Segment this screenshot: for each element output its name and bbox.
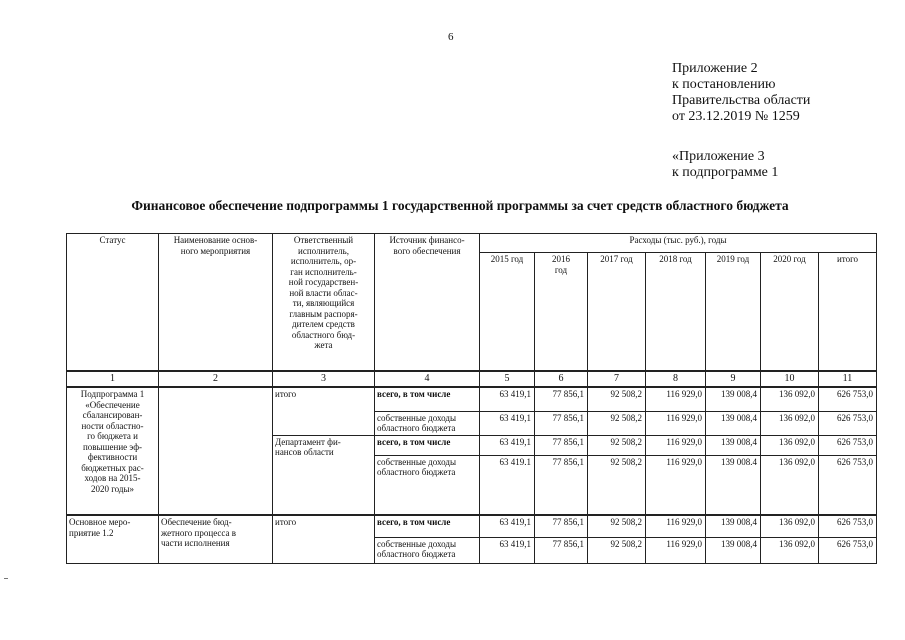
document-title: Финансовое обеспечение подпрограммы 1 государственной программы за счет средств областного бюджета bbox=[131, 198, 789, 213]
column-number: 11 bbox=[819, 371, 877, 388]
value-cell: 63 419,1 bbox=[480, 435, 535, 455]
header-status: Статус bbox=[67, 234, 159, 371]
value-cell: 139 008,4 bbox=[706, 515, 761, 537]
value-cell: 139 008,4 bbox=[706, 537, 761, 563]
appendix-block bbox=[672, 61, 810, 125]
value-cell: 139 008,4 bbox=[706, 435, 761, 455]
header-year-2020: 2020 год bbox=[761, 253, 819, 371]
value-cell: 136 092,0 bbox=[761, 455, 819, 515]
source-cell: всего, в том числе bbox=[375, 435, 480, 455]
table-row bbox=[67, 515, 877, 537]
status-cell: Подпрограмма 1 «Обеспечение сбалансирован- ности областно- го бюджета и повышение эф- фективности бюджетных рас- ходов на 2015- 2020 годы» bbox=[67, 387, 159, 515]
value-cell: 116 929,0 bbox=[646, 435, 706, 455]
value-cell: 92 508,2 bbox=[588, 455, 646, 515]
appendix-line-4: от 23.12.2019 № 1259 bbox=[672, 109, 800, 124]
header-year-2018: 2018 год bbox=[646, 253, 706, 371]
value-cell: 77 856,1 bbox=[535, 515, 588, 537]
column-number: 5 bbox=[480, 371, 535, 388]
financing-table bbox=[66, 233, 877, 564]
source-cell: собственные доходы областного бюджета bbox=[375, 537, 480, 563]
header-total: итого bbox=[819, 253, 877, 371]
value-cell: 626 753,0 bbox=[819, 435, 877, 455]
value-cell: 116 929,0 bbox=[646, 455, 706, 515]
header-event-name: Наименование основ- ного мероприятия bbox=[159, 234, 273, 371]
value-cell: 92 508,2 bbox=[588, 411, 646, 435]
value-cell: 116 929,0 bbox=[646, 387, 706, 411]
source-cell: всего, в том числе bbox=[375, 387, 480, 411]
column-number: 3 bbox=[273, 371, 375, 388]
executor-cell: Департамент фи- нансов области bbox=[273, 435, 375, 515]
column-number: 2 bbox=[159, 371, 273, 388]
value-cell: 116 929,0 bbox=[646, 537, 706, 563]
value-cell: 77 856,1 bbox=[535, 455, 588, 515]
executor-cell: итого bbox=[273, 387, 375, 435]
event-name-cell: Обеспечение бюд- жетного процесса в части исполнения bbox=[159, 515, 273, 563]
value-cell: 77 856,1 bbox=[535, 435, 588, 455]
header-year-2019: 2019 год bbox=[706, 253, 761, 371]
value-cell: 626 753,0 bbox=[819, 411, 877, 435]
value-cell: 136 092,0 bbox=[761, 537, 819, 563]
value-cell: 626 753,0 bbox=[819, 387, 877, 411]
value-cell: 77 856,1 bbox=[535, 411, 588, 435]
appendix-line-1: Приложение 2 bbox=[672, 61, 758, 76]
value-cell: 626 753,0 bbox=[819, 455, 877, 515]
value-cell: 136 092,0 bbox=[761, 411, 819, 435]
value-cell: 139 008,4 bbox=[706, 387, 761, 411]
column-numbers-row bbox=[67, 371, 877, 388]
value-cell: 63 419,1 bbox=[480, 387, 535, 411]
column-number: 10 bbox=[761, 371, 819, 388]
sub-appendix-block bbox=[672, 149, 778, 181]
column-number: 1 bbox=[67, 371, 159, 388]
value-cell: 116 929,0 bbox=[646, 515, 706, 537]
header-source: Источник финансо- вого обеспечения bbox=[375, 234, 480, 371]
header-year-2015: 2015 год bbox=[480, 253, 535, 371]
status-cell: Основное меро- приятие 1.2 bbox=[67, 515, 159, 563]
table-row bbox=[67, 387, 877, 411]
source-cell: собственные доходы областного бюджета bbox=[375, 455, 480, 515]
value-cell: 92 508,2 bbox=[588, 537, 646, 563]
value-cell: 63 419,1 bbox=[480, 411, 535, 435]
appendix-line-3: Правительства области bbox=[672, 93, 811, 108]
source-cell: собственные доходы областного бюджета bbox=[375, 411, 480, 435]
value-cell: 63 419.1 bbox=[480, 455, 535, 515]
appendix-line-2: к постановлению bbox=[672, 77, 776, 92]
event-name-cell bbox=[159, 387, 273, 515]
column-number: 8 bbox=[646, 371, 706, 388]
value-cell: 136 092,0 bbox=[761, 387, 819, 411]
header-row-1 bbox=[67, 234, 877, 253]
value-cell: 92 508,2 bbox=[588, 515, 646, 537]
column-number: 6 bbox=[535, 371, 588, 388]
value-cell: 77 856,1 bbox=[535, 387, 588, 411]
value-cell: 92 508,2 bbox=[588, 387, 646, 411]
value-cell: 116 929,0 bbox=[646, 411, 706, 435]
executor-cell: итого bbox=[273, 515, 375, 563]
column-number: 7 bbox=[588, 371, 646, 388]
header-year-2017: 2017 год bbox=[588, 253, 646, 371]
value-cell: 139 008,4 bbox=[706, 411, 761, 435]
value-cell: 136 092,0 bbox=[761, 435, 819, 455]
value-cell: 626 753,0 bbox=[819, 537, 877, 563]
column-number: 4 bbox=[375, 371, 480, 388]
value-cell: 136 092,0 bbox=[761, 515, 819, 537]
value-cell: 77 856,1 bbox=[535, 537, 588, 563]
sub-appendix-line-1: «Приложение 3 bbox=[672, 149, 765, 164]
value-cell: 63 419,1 bbox=[480, 515, 535, 537]
value-cell: 92 508,2 bbox=[588, 435, 646, 455]
header-year-2016: 2016 год bbox=[535, 253, 588, 371]
source-cell: всего, в том числе bbox=[375, 515, 480, 537]
header-expenses: Расходы (тыс. руб.), годы bbox=[480, 234, 877, 253]
value-cell: 63 419,1 bbox=[480, 537, 535, 563]
scan-margin-mark bbox=[4, 578, 8, 579]
value-cell: 139 008.4 bbox=[706, 455, 761, 515]
header-executor: Ответственный исполнитель, исполнитель, ор- ган исполнитель- ной государствен- ной власти облас- ти, являющийся главным распоря- дителем средств областного бюд- жета bbox=[273, 234, 375, 371]
page-number: 6 bbox=[448, 31, 454, 43]
column-number: 9 bbox=[706, 371, 761, 388]
sub-appendix-line-2: к подпрограмме 1 bbox=[672, 165, 779, 180]
value-cell: 626 753,0 bbox=[819, 515, 877, 537]
